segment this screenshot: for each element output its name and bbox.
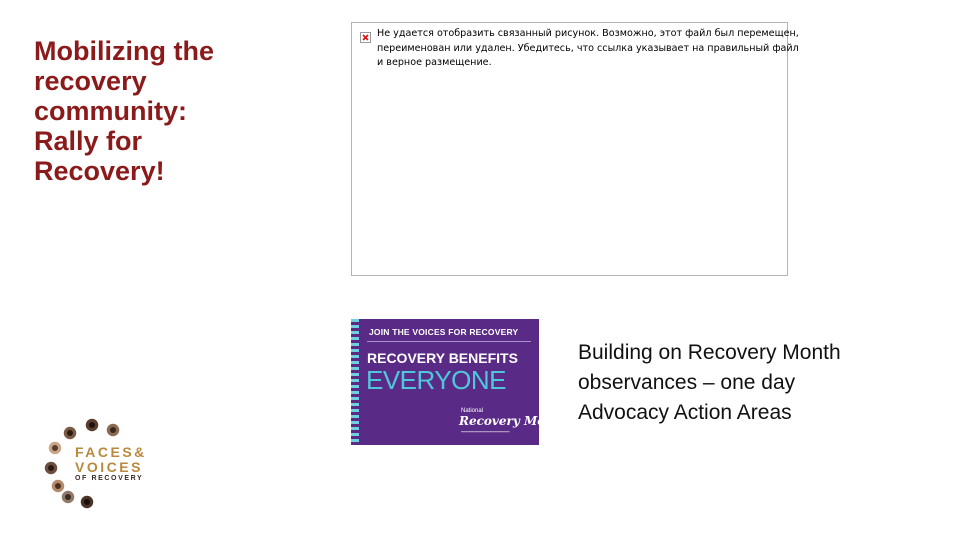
banner-logo-small: National [461,408,484,414]
logo-faces-text: FACES& [75,444,147,460]
title-line: Recovery! [34,156,165,186]
body-text [578,338,938,428]
banner-logo-fineprint: ━━━━━━━━━━━━━━━━━━━━━━━ [461,430,510,434]
banner-line2: EVERYONE [366,365,507,395]
recovery-month-banner [351,319,569,445]
banner-header: JOIN THE VOICES FOR RECOVERY [369,327,519,337]
banner-divider [367,341,531,342]
message-line: Не удается отобразить связанный рисунок. Возможно, этот файл был перемещен, [377,28,799,39]
body-line: Advocacy Action Areas [578,401,792,424]
logo-of-recovery-text: OF RECOVERY [75,475,144,482]
broken-image-x-icon [360,32,371,43]
slide-title [34,36,274,186]
title-line: community: [34,96,188,126]
message-line: переименован или удален. Убедитесь, что ссылка указывает на правильный файл [377,42,799,54]
broken-image-placeholder [351,22,799,276]
logo-voices-text: VOICES [75,459,143,475]
title-line: Rally for [34,126,143,156]
title-line: recovery [34,66,147,96]
broken-image-message [377,27,799,71]
banner-stripe [351,319,359,445]
banner-logo-main: Recovery Month [459,414,569,428]
title-line: Mobilizing the [34,36,214,66]
body-line: Building on Recovery Month [578,341,841,364]
body-line: observances – one day [578,371,796,394]
message-line: и верное размещение. [377,57,492,68]
banner-line1: RECOVERY BENEFITS [367,350,518,366]
